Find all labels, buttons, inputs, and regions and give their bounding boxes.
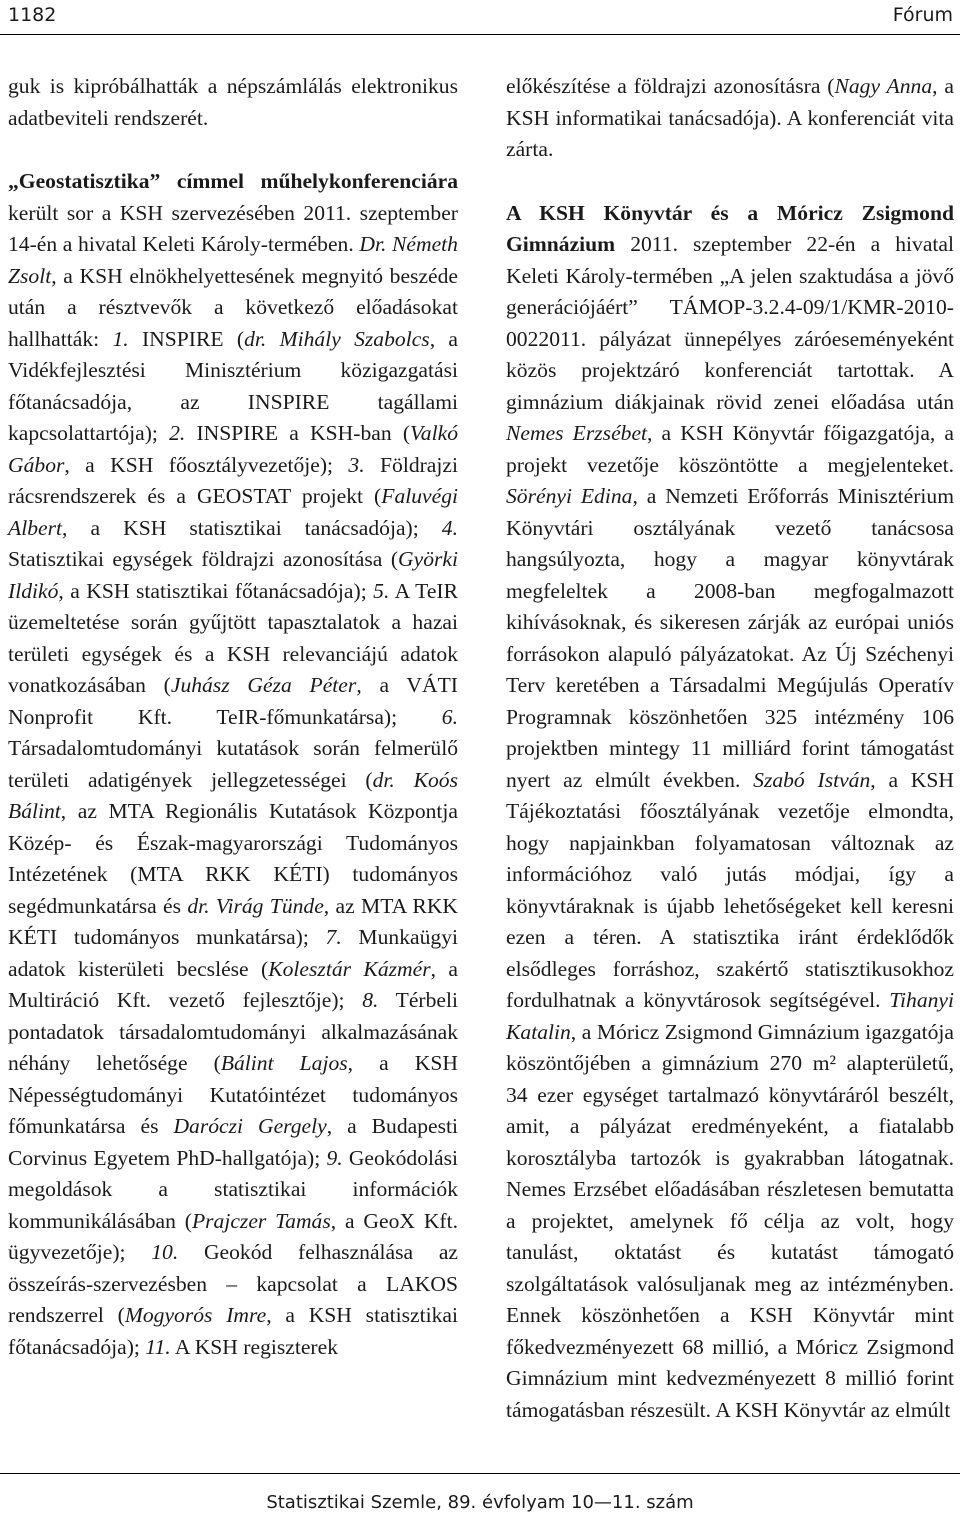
item-number: 9.	[326, 1145, 343, 1170]
person-name: Dr. Németh Zsolt	[8, 232, 458, 288]
paragraph-geostatisztika: „Geostatisztika” címmel műhelykonferenciára került sor a KSH szervezésében 2011. szeptember 14-én a hivatal Keleti Károly-termében. Dr. Németh Zsolt, a KSH elnökhelyettesének megnyitó beszéde után a résztvevők a következő előadásokat hallhatták: 1. INSPIRE (dr. Mihály Szabolcs, a Vidékfejlesztési Minisztérium közigazgatási főtanácsadója, az INSPIRE tagállami kapcsolattartója); 2. INSPIRE a KSH-ban (Valkó Gábor, a KSH főosztályvezetője); 3. Földrajzi rácsrendszerek és a GEOSTAT projekt (Faluvégi Albert, a KSH statisztikai tanácsadója); 4. Statisztikai egységek földrajzi azonosítása (Györki Ildikó, a KSH statisztikai főtanácsadója); 5. A TeIR üzemeltetése során gyűjtött tapasztalatok a hazai területi egységek és a KSH relevanciájú adatok vonatkozásában (Juhász Géza Péter, a VÁTI Nonprofit Kft. TeIR-főmunkatársa); 6. Társadalomtudományi kutatások során felmerülő területi adatigények jellegzetességei (dr. Koós Bálint, az MTA Regionális Kutatások Központja Közép- és Észak-magyarországi Tudományos Intézetének (MTA RKK KÉTI) tudományos segédmunkatársa és dr. Virág Tünde, az MTA RKK KÉTI tudományos munkatársa); 7. Munkaügyi adatok kisterületi becslése (Kolesztár Kázmér, a Multiráció Kft. vezető fejlesztője); 8. Térbeli pontadatok társadalomtudományi alkalmazásának néhány lehetősége (Bálint Lajos, a KSH Népességtudományi Kutatóintézet tudományos főmunkatársa és Daróczi Gergely, a Budapesti Corvinus Egyetem PhD-hallgatója); 9. Geokódolási megoldások a statisztikai információk kommunikálásában (Prajczer Tamás, a GeoX Kft. ügyvezetője); 10. Geokód felhasználása az összeírás-szervezésben – kapcsolat a LAKOS rendszerrel (Mogyorós Imre, a KSH statisztikai főtanácsadója); 11. A KSH regiszterek	[8, 169, 459, 1359]
item-number: 2.	[169, 421, 186, 445]
person-name: Kolesztár Kázmér	[268, 956, 431, 981]
person-name: Sörényi Edina	[506, 484, 633, 508]
item-number: 10.	[151, 1240, 179, 1264]
item-number: 6.	[441, 704, 458, 729]
item-number: 3.	[348, 452, 365, 477]
item-number: 1.	[112, 326, 129, 351]
paragraph-intro-end: guk is kipróbálhatták a népszámlálás elektronikus adatbeviteli rendszerét.	[8, 74, 458, 130]
person-name: Faluvégi Albert	[8, 484, 458, 540]
section-title: Fórum	[892, 4, 953, 26]
person-name: dr. Koós Bálint	[8, 767, 458, 823]
item-number: 11.	[145, 1334, 171, 1359]
person-name: Györki Ildikó	[8, 547, 458, 603]
footer-divider	[0, 1473, 960, 1474]
paragraph-ksh-konyvtar: A KSH Könyvtár és a Móricz Zsigmond Gimnázium 2011. szeptember 22-én a hivatal Keleti Károly-termében „A jelen szaktudása a jövő generációjáért” TÁMOP-3.2.4-09/1/KMR-2010-0022011. pályázat ünnepélyes záróeseményeként közös projektzáró konferenciát tartottak. A gimnázium diákjainak rövid zenei előadása után Nemes Erzsébet, a KSH Könyvtár főigazgatója, a projekt vezetője köszöntötte a megjelenteket. Sörényi Edina, a Nemzeti Erőforrás Minisztérium Könyvtári osztályának vezető tanácsosa hangsúlyozta, hogy a magyar könyvtárak megfeleltek a 2008-ban megfogalmazott kihívásoknak, és sikeresen zárják az európai uniós forrásokon alapuló pályázatokat. Az Új Széchenyi Terv keretében a Társadalmi Megújulás Operatív Programnak köszönhetően 325 intézmény 106 projektben mintegy 11 milliárd forint támogatást nyert az elmúlt években. Szabó István, a KSH Tájékoztatási főosztályának vezetője elmondta, hogy napjainkban folyamatosan változnak az információhoz való jutás módjai, így a könyvtáraknak is újabb lehetőségeket kell keresni ezen a téren. A statisztika iránt érdeklődők elsődleges forráshoz, szakértő statisztikusokhoz fordulhatnak a könyvtárosok segítségével. Tihanyi Katalin, a Móricz Zsigmond Gimnázium igazgatója köszöntőjében a gimnázium 270 m² alapterületű, 34 ezer egységet tartalmazó könyvtáráról beszélt, amit, a pályázat eredményeként, a fiatalabb korosztályba tartozók is gyakrabban látogatnak. Nemes Erzsébet előadásában részletesen bemutatta a projektet, amelynek fő célja az volt, hogy tanulást, oktatást és kutatást támogató szolgáltatások valósuljanak meg az intézményben. Ennek köszönhetően a KSH Könyvtár mint főkedvezményezett 68 millió, a Móricz Zsigmond Gimnázium mint kedvezményezett 8 millió forint támogatásban részesült. A KSH Könyvtár az elmúlt	[506, 200, 955, 1422]
paragraph-geostatisztika-end: előkészítése a földrajzi azonosításra (Nagy Anna, a KSH informatikai tanácsadója). A konferenciát vita zárta.	[506, 74, 955, 161]
person-name: Prajczer Tamás	[191, 1208, 331, 1233]
person-name: dr. Virág Tünde	[187, 893, 324, 918]
person-name: Nemes Erzsébet	[506, 421, 648, 445]
person-name: Mogyorós Imre	[124, 1303, 267, 1327]
item-number: 4.	[441, 515, 458, 540]
person-name: Valkó Gábor	[8, 421, 458, 477]
person-name: Nagy Anna	[834, 74, 933, 98]
page-header	[0, 0, 960, 35]
item-number: 8.	[362, 988, 379, 1012]
right-column	[506, 71, 954, 1426]
person-name: Szabó István	[753, 767, 871, 792]
person-name: Daróczi Gergely	[173, 1114, 327, 1138]
page-footer: Statisztikai Szemle, 89. évfolyam 10—11. szám	[266, 1492, 694, 1513]
item-number: 5.	[373, 578, 390, 603]
event-title: „Geostatisztika” címmel műhelykonferenciára	[8, 169, 458, 193]
person-name: Tihanyi Katalin	[506, 988, 954, 1044]
left-column	[8, 71, 458, 1363]
event-title: A KSH Könyvtár és a Móricz Zsigmond Gimnázium	[506, 200, 954, 256]
person-name: Juhász Géza Péter	[170, 673, 357, 697]
person-name: dr. Mihály Szabolcs	[244, 326, 430, 351]
page-number: 1182	[8, 4, 57, 26]
item-number: 7.	[325, 925, 342, 949]
person-name: Bálint Lajos	[220, 1051, 348, 1075]
